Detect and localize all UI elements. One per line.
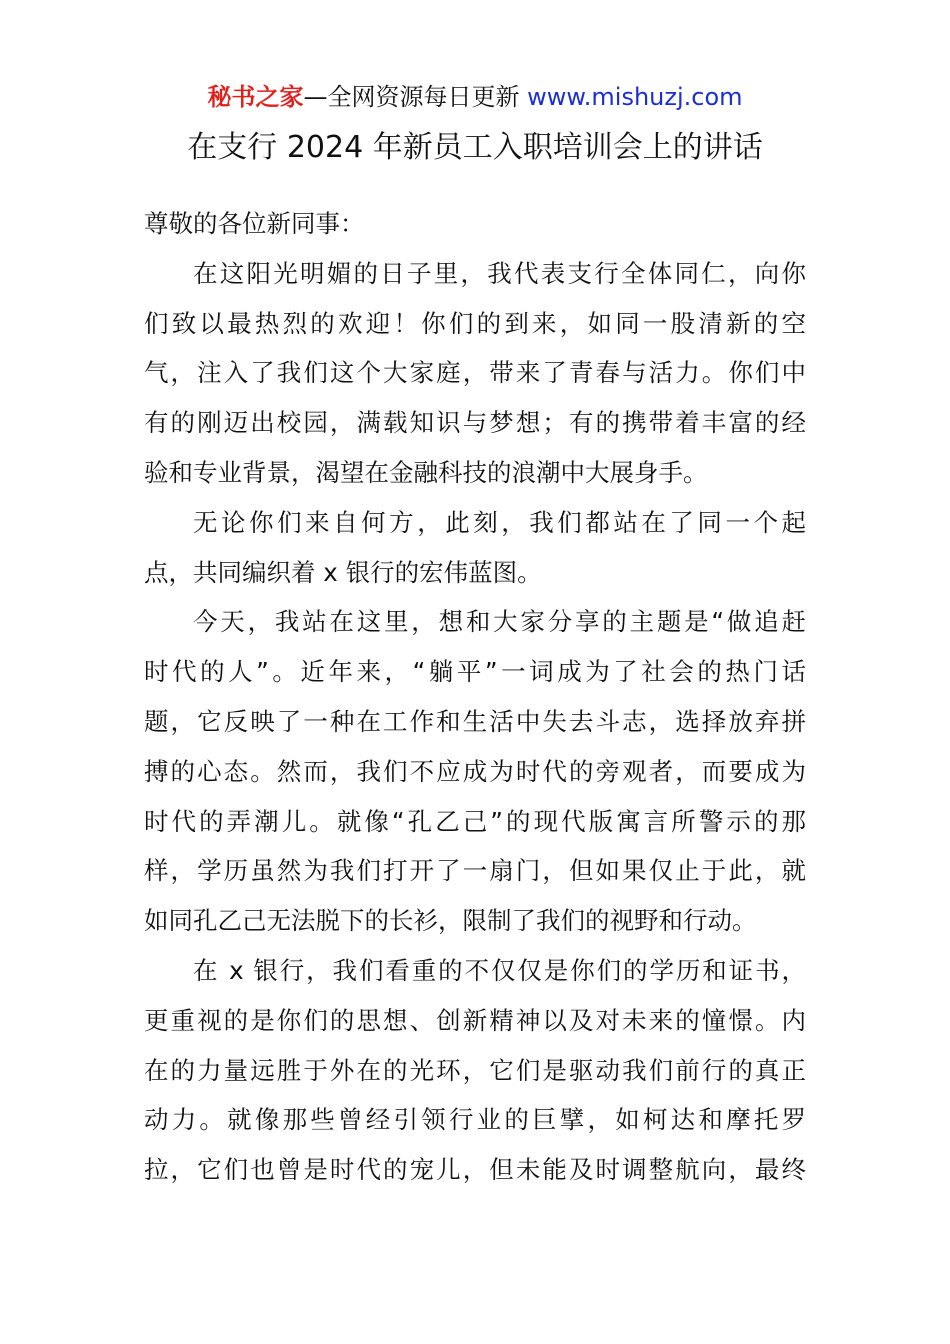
paragraph-line: 动力。就像那些曾经引领行业的巨擘，如柯达和摩托罗 xyxy=(144,1105,806,1135)
site-brand: 秘书之家 xyxy=(207,83,304,111)
site-url-link[interactable]: www.mishuzj.com xyxy=(527,83,743,111)
paragraph-2 xyxy=(144,498,806,598)
paragraph-line: 更重视的是你们的思想、创新精神以及对未来的憧憬。内 xyxy=(144,1005,806,1035)
site-header xyxy=(0,80,950,114)
paragraph-line: 搏的心态。然而，我们不应成为时代的旁观者，而要成为 xyxy=(144,756,806,786)
salutation: 尊敬的各位新同事： xyxy=(144,209,365,238)
paragraph-line: 题，它反映了一种在工作和生活中失去斗志，选择放弃拼 xyxy=(144,706,806,736)
paragraph-line: 验和专业背景，渴望在金融科技的浪潮中大展身手。 xyxy=(144,457,708,487)
paragraph-line: 时代的弄潮儿。就像“孔乙己”的现代版寓言所警示的那 xyxy=(144,806,806,836)
paragraph-line: 在这阳光明媚的日子里，我代表支行全体同仁，向你 xyxy=(193,258,806,288)
site-tagline: —全网资源每日更新 xyxy=(303,83,528,111)
paragraph-4 xyxy=(144,946,806,1195)
paragraph-line: 在的力量远胜于外在的光环，它们是驱动我们前行的真正 xyxy=(144,1055,806,1085)
paragraph-line: 拉，它们也曾是时代的宠儿，但未能及时调整航向，最终 xyxy=(144,1155,806,1185)
paragraph-line: 样，学历虽然为我们打开了一扇门，但如果仅止于此，就 xyxy=(144,856,806,886)
paragraph-line: 们致以最热烈的欢迎！你们的到来，如同一股清新的空 xyxy=(144,308,806,338)
document-title: 在支行 2024 年新员工入职培训会上的讲话 xyxy=(187,130,763,165)
paragraph-1 xyxy=(144,249,806,498)
paragraph-line: 今天，我站在这里，想和大家分享的主题是“做追赶 xyxy=(193,607,806,637)
paragraph-line: 如同孔乙己无法脱下的长衫，限制了我们的视野和行动。 xyxy=(144,906,757,936)
paragraph-line: 在 x 银行，我们看重的不仅仅是你们的学历和证书， xyxy=(193,955,806,985)
paragraph-line: 点，共同编织着 x 银行的宏伟蓝图。 xyxy=(144,557,542,587)
document-body xyxy=(144,199,806,1195)
paragraph-line: 气，注入了我们这个大家庭，带来了青春与活力。你们中 xyxy=(144,358,806,388)
paragraph-3 xyxy=(144,597,806,946)
paragraph-line: 时代的人”。近年来，“躺平”一词成为了社会的热门话 xyxy=(144,657,806,687)
paragraph-line: 无论你们来自何方，此刻，我们都站在了同一个起 xyxy=(193,507,806,537)
paragraph-line: 有的刚迈出校园，满载知识与梦想；有的携带着丰富的经 xyxy=(144,408,806,438)
